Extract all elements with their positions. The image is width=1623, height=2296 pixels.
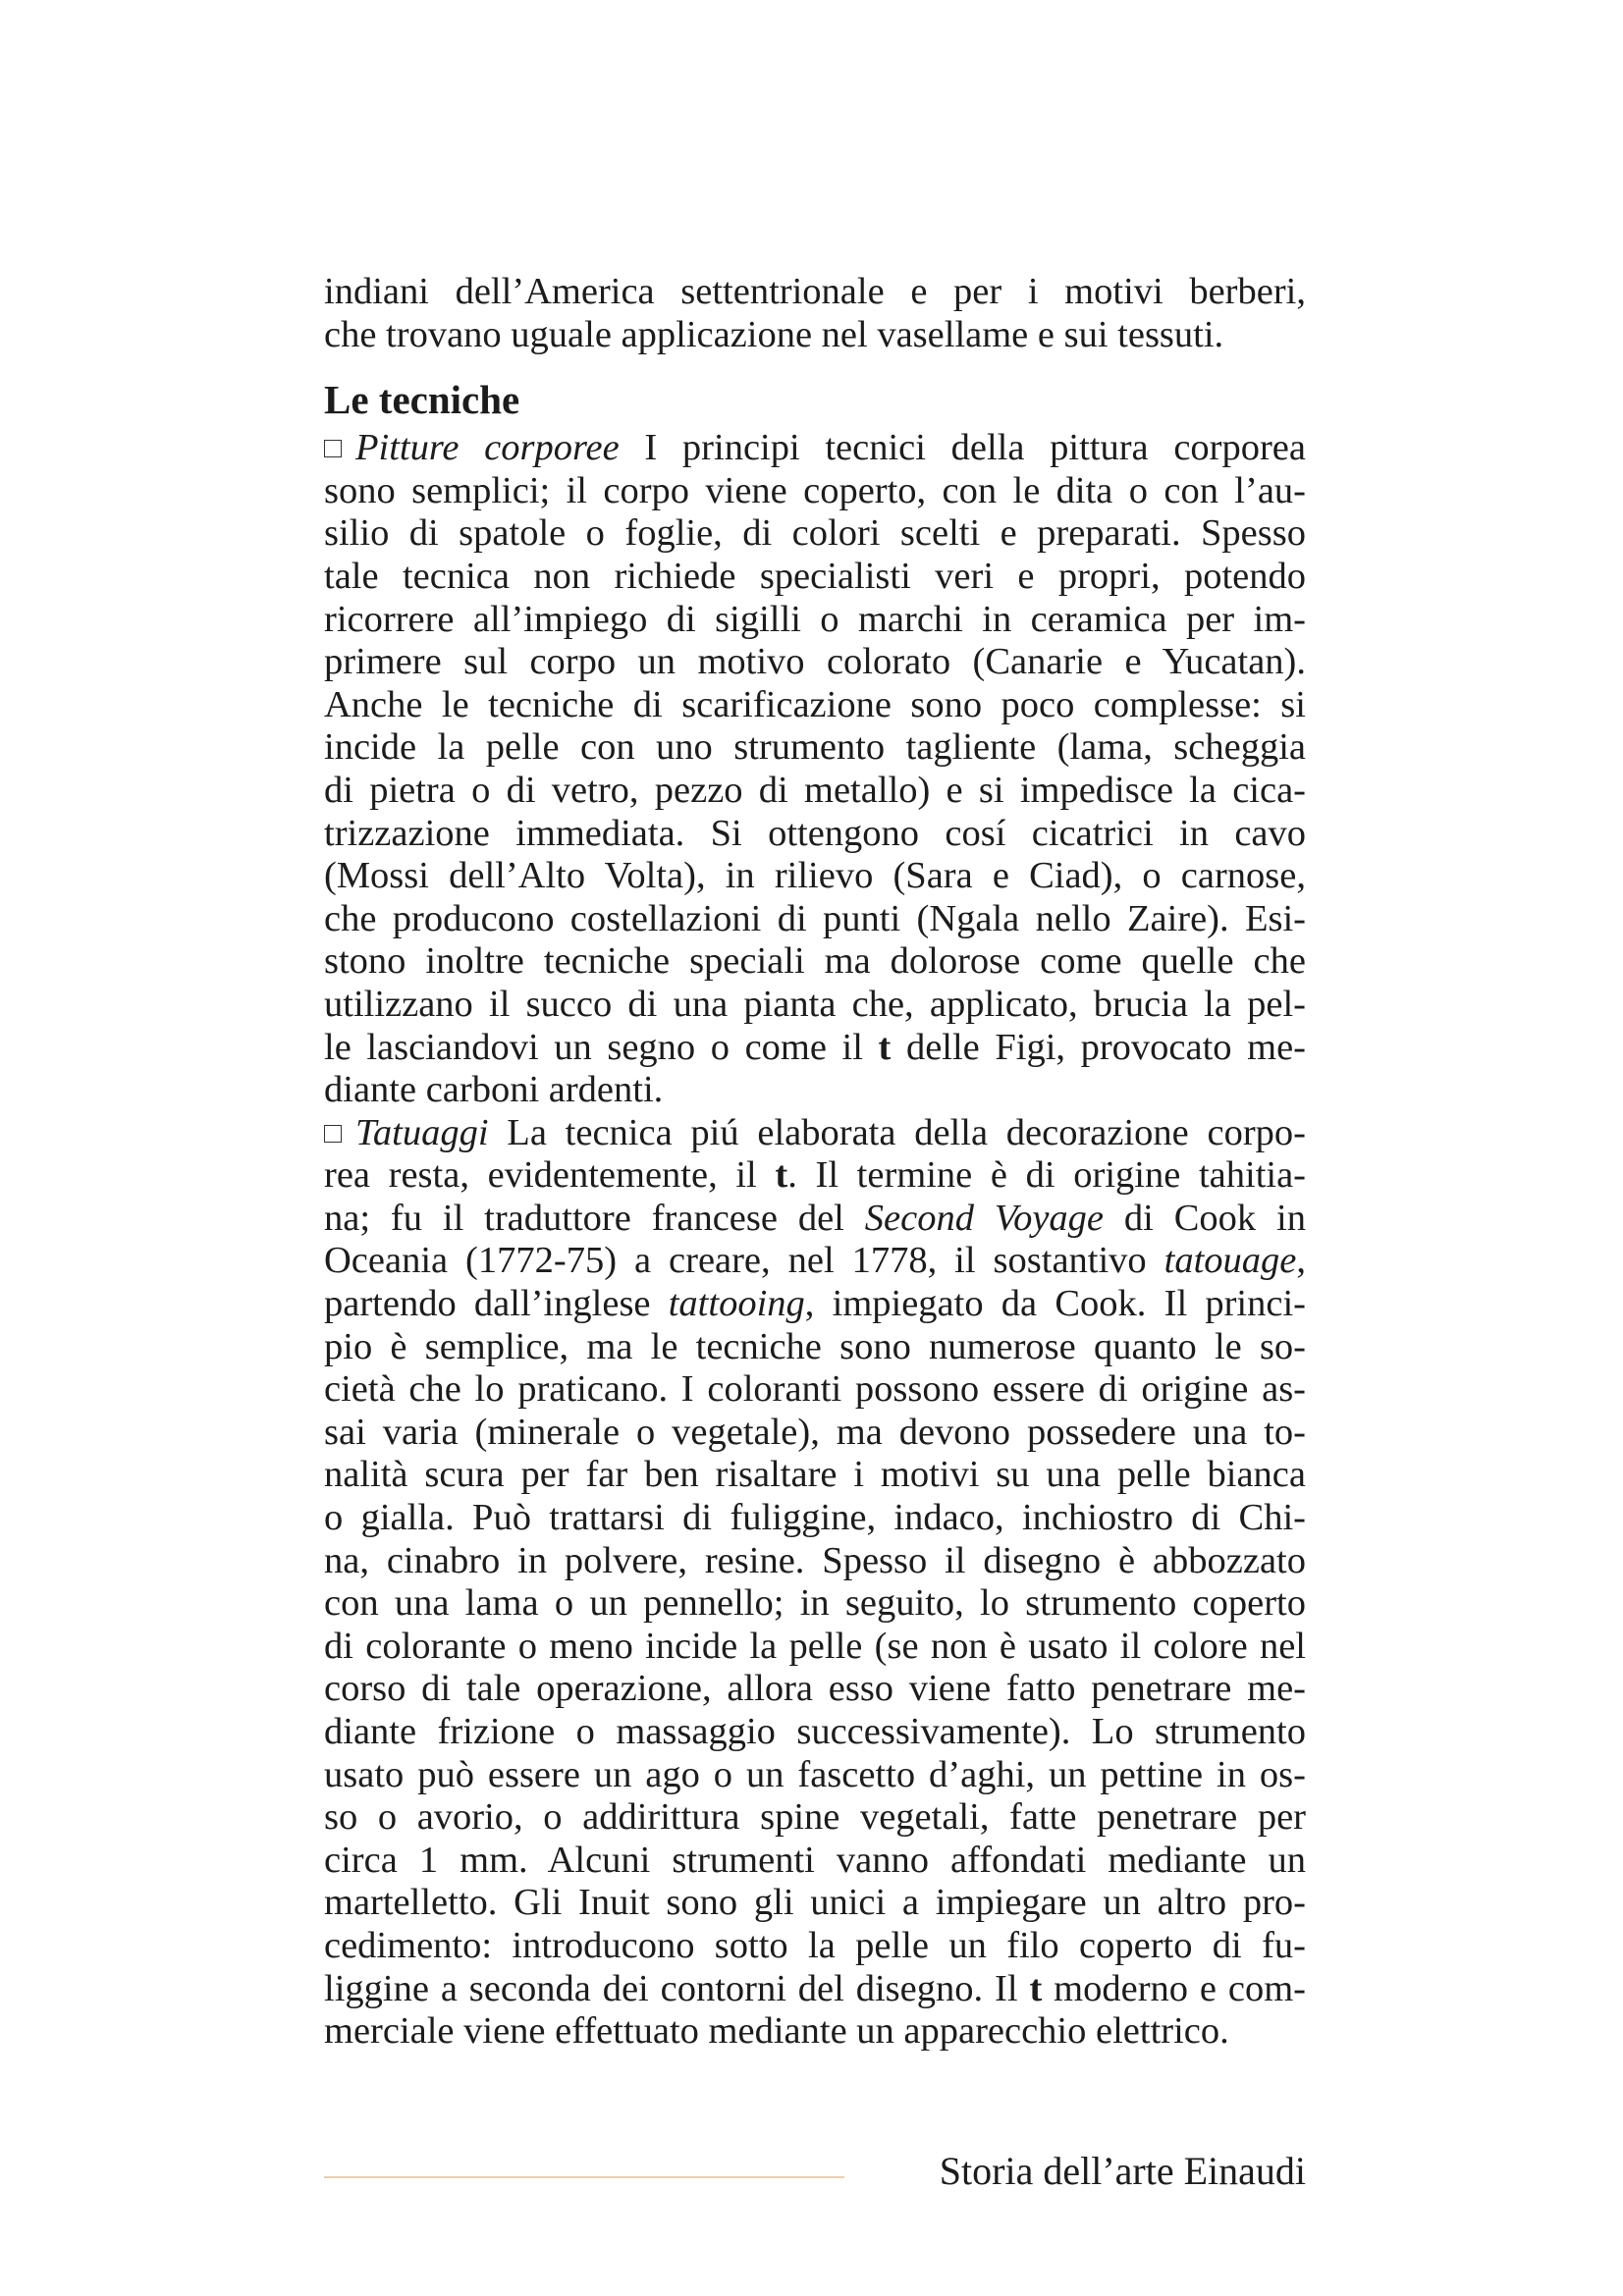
body-line: che producono costellazioni di punti (Ngala nello Zaire). Esi- — [324, 897, 1306, 939]
body-line: di colorante o meno incide la pelle (se non è usato il colore nel — [324, 1625, 1306, 1667]
body-line: pio è semplice, ma le tecniche sono numerose quanto le so- — [324, 1325, 1306, 1367]
body-line: cedimento: introducono sotto la pelle un filo coperto di fu- — [324, 1924, 1306, 1966]
body-line: circa 1 mm. Alcuni strumenti vanno affondati mediante un — [324, 1839, 1306, 1881]
book-title: Second Voyage — [864, 1197, 1105, 1239]
page-body — [324, 271, 1306, 2054]
term-italic: tatouage — [1163, 1240, 1297, 1282]
footer-publisher: Storia dell’arte Einaudi — [939, 2149, 1306, 2193]
body-line: usato può essere un ago o un fascetto d’aghi, un pettine in os- — [324, 1753, 1306, 1795]
pitture-title: Pitture corporee — [355, 427, 620, 469]
tatuaggi-title: Tatuaggi — [355, 1111, 489, 1153]
body-line: so o avorio, o addirittura spine vegetali, fatte penetrare per — [324, 1796, 1306, 1839]
body-line: diante carboni ardenti. — [324, 1069, 664, 1111]
square-bullet-icon — [324, 440, 342, 457]
body-line: corso di tale operazione, allora esso viene fatto penetrare me- — [324, 1668, 1306, 1710]
square-bullet-icon — [324, 1125, 342, 1143]
footer-rule — [324, 2176, 844, 2178]
body-line: na; fu il traduttore francese del Second Voyage di Cook in — [324, 1197, 1307, 1239]
term-italic: tattooing — [668, 1283, 805, 1325]
body-line: nalità scura per far ben risaltare i motivi su una pelle bianca — [324, 1454, 1306, 1496]
section-heading: Le tecniche — [324, 377, 520, 423]
body-line: incide la pelle con uno strumento tagliente (lama, scheggia — [324, 726, 1306, 769]
body-line: martelletto. Gli Inuit sono gli unici a impiegare un altro pro- — [324, 1882, 1306, 1924]
body-line: stono inoltre tecniche speciali ma dolorose come quelle che — [324, 940, 1306, 983]
body-line: Anche le tecniche di scarificazione sono poco complesse: si — [324, 683, 1306, 725]
abbreviation-t: t — [775, 1154, 788, 1197]
body-line: na, cinabro in polvere, resine. Spesso il disegno è abbozzato — [324, 1539, 1306, 1581]
body-line: le lasciandovi un segno o come il t delle Figi, provocato me- — [324, 1026, 1306, 1068]
pitture-first-line: Pitture corporee I principi tecnici della pittura corporea — [324, 427, 1306, 470]
body-line: primere sul corpo un motivo colorato (Canarie e Yucatan). — [324, 641, 1306, 683]
abbreviation-t: t — [878, 1026, 892, 1068]
body-line: rea resta, evidentemente, il t. Il termine è di origine tahitia- — [324, 1154, 1306, 1197]
intro-line: indiani dell’America settentrionale e per i motivi berberi, — [324, 271, 1306, 312]
body-line: ricorrere all’impiego di sigilli o marchi in ceramica per im- — [324, 598, 1306, 640]
tatuaggi-first-line: Tatuaggi La tecnica piú elaborata della decorazione corpo- — [324, 1112, 1306, 1155]
body-line: o gialla. Può trattarsi di fuliggine, indaco, inchiostro di Chi- — [324, 1497, 1306, 1539]
body-line: cietà che lo praticano. I coloranti possono essere di origine as- — [324, 1368, 1306, 1411]
body-line: trizzazione immediata. Si ottengono cosí cicatrici in cavo — [324, 812, 1306, 854]
body-line: con una lama o un pennello; in seguito, lo strumento coperto — [324, 1582, 1306, 1625]
body-line: Oceania (1772-75) a creare, nel 1778, il sostantivo tatouage, — [324, 1240, 1306, 1282]
intro-line: che trovano uguale applicazione nel vasellame e sui tessuti. — [324, 313, 1224, 355]
body-line: liggine a seconda dei contorni del disegno. Il t moderno e com- — [324, 1967, 1306, 2009]
abbreviation-t: t — [1029, 1967, 1043, 2009]
body-line: sai varia (minerale o vegetale), ma devono possedere una to- — [324, 1411, 1306, 1453]
body-line: (Mossi dell’Alto Volta), in rilievo (Sara e Ciad), o carnose, — [324, 855, 1306, 897]
body-line: utilizzano il succo di una pianta che, applicato, brucia la pel- — [324, 983, 1306, 1025]
body-line: sono semplici; il corpo viene coperto, con le dita o con l’au- — [324, 469, 1306, 511]
body-line: partendo dall’inglese tattooing, impiegato da Cook. Il princi- — [324, 1283, 1306, 1325]
body-line: di pietra o di vetro, pezzo di metallo) e si impedisce la cica- — [324, 769, 1306, 811]
body-line: tale tecnica non richiede specialisti veri e propri, potendo — [324, 555, 1306, 597]
body-line: silio di spatole o foglie, di colori scelti e preparati. Spesso — [324, 512, 1306, 555]
body-line: diante frizione o massaggio successivamente). Lo strumento — [324, 1711, 1306, 1752]
body-line: merciale viene effettuato mediante un apparecchio elettrico. — [324, 2010, 1229, 2053]
